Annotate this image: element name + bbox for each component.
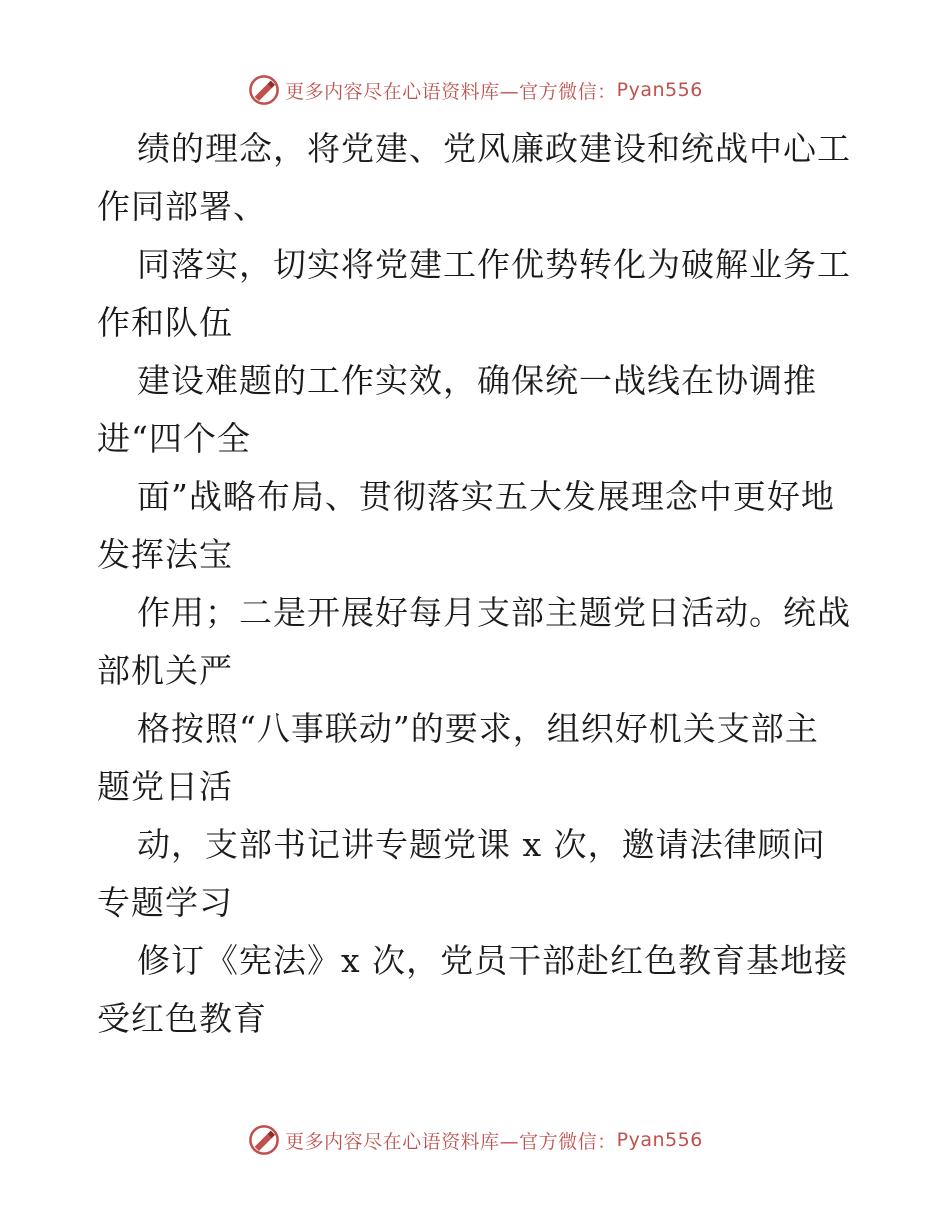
pen-nib-logo-icon [247,1123,281,1157]
header-banner [0,70,950,110]
text-line: 部机关严 [97,651,233,690]
text-line: 修订《宪法》x 次，党员干部赴红色教育基地接 [137,941,849,980]
header-banner-text: 更多内容尽在心语资料库—官方微信： [285,80,617,103]
text-line: 动，支部书记讲专题党课 x 次，邀请法律顾问 [137,825,826,864]
text-line: 绩的理念，将党建、党风廉政建设和统战中心工 [137,129,851,168]
text-line: 发挥法宝 [97,535,233,574]
text-line: 题党日活 [97,767,233,806]
text-line: 建设难题的工作实效，确保统一战线在协调推 [137,361,817,400]
text-line: 专题学习 [97,883,233,922]
text-line: 作同部署、 [97,187,267,226]
text-line: 进“四个全 [97,419,251,458]
document-body [97,120,857,1048]
text-line: 同落实，切实将党建工作优势转化为破解业务工 [137,245,851,284]
header-wechat-id: Pyan556 [616,79,703,101]
pen-nib-logo-icon [247,73,281,107]
text-line: 面”战略布局、贯彻落实五大发展理念中更好地 [137,477,835,516]
footer-banner-text: 更多内容尽在心语资料库—官方微信： [285,1130,617,1153]
footer-wechat-id: Pyan556 [616,1129,703,1151]
footer-banner [0,1120,950,1160]
text-line: 受红色教育 [97,999,267,1038]
text-line: 作用；二是开展好每月支部主题党日活动。统战 [137,593,851,632]
text-line: 作和队伍 [97,303,233,342]
text-line: 格按照“八事联动”的要求，组织好机关支部主 [137,709,819,748]
